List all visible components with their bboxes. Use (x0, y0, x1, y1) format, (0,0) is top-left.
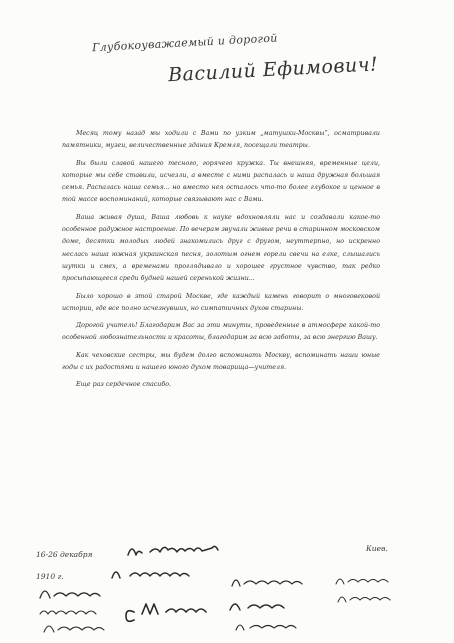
date-range: 16-26 декабря (36, 550, 93, 559)
letter-paragraph: Еще раз сердечное спасибо. (76, 381, 171, 389)
letter-paragraph: Было хорошо в этой старой Москве, где каждый камень говорит о многовековой истории, где все полно исчезнувших, но симпатичных духов старины. (62, 292, 380, 312)
letter-paragraph: Вы были славой нашего тесного, горячего кружка. Ты внешняя, временные цели, которые мы себе ставили, исчезли, а вместе с ними распалась и наша дружная большая семья. Распалась наша семья... но вместо нея осталось что-то более глубокое и ценное в той массе воспоминаний, которые связывают нас с Вами. (62, 159, 380, 204)
letter-greeting: Глубокоуважаемый и дорогой (91, 31, 278, 55)
letter-paragraph: Как чеховские сестры, мы будем долго вспоминать Москву, вспоминать наши юные годы с их радостями и нашего юного духом товарища—учителя. (62, 351, 380, 372)
letter-paragraph: Ваша живая душа, Ваша любовь к науке вдохновляли нас и создавали какое-то особенное радужное настроение. По вечерам звучали живые речи в стариннoм московском доме, десятки молодых людей знакомились друг с другом, неуттерпно, но искренно неслась наша южная украинская песня, золотым огнем горели свечи на елке, слышались шутки и смех, а временами проглядывало и хорошее грустное чувство, так редко просыпающееся среди будней нашей серенькой жизни... (62, 213, 380, 283)
date-year: 1910 г. (36, 572, 64, 581)
letter-paragraph: Месяц тому назад мы ходили с Вами по узким „матушки-Москвы“, осматривали памятники, музеи, величественные здания Кремля, посещали театры. (62, 130, 380, 150)
letter-addressee: Василий Ефимович! (167, 53, 379, 87)
letter-paragraph: Дорогой учитель! Благодарим Вас за эти минуты, проведенные в атмосфере какой-то особенной любознательности и красоты, благодарим за всю заботы, за всю энергию Вашу. (62, 322, 380, 342)
letter-city: Киев. (366, 544, 388, 553)
letter-body (62, 128, 380, 397)
letter-dates (36, 544, 93, 588)
